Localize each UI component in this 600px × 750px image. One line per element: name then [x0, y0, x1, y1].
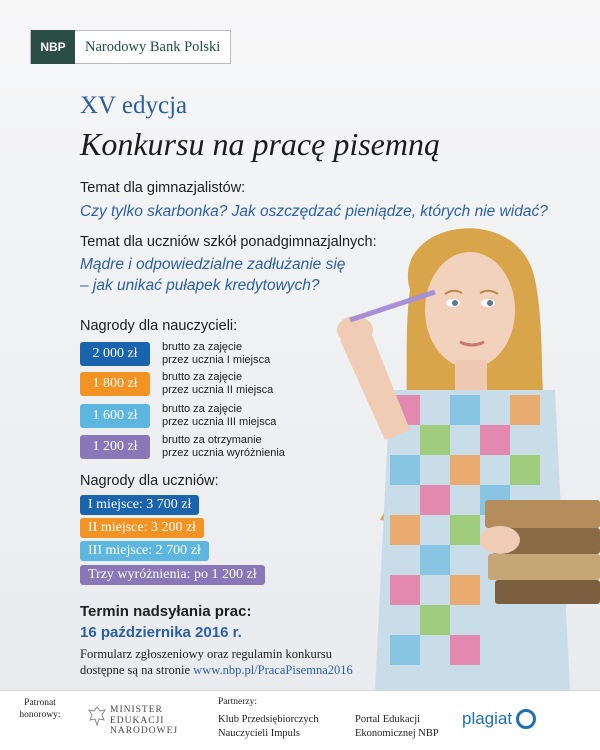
gimnazjum-topic: Czy tylko skarbonka? Jak oszczędzać pieniądze, których nie widać?	[80, 203, 548, 220]
teacher-prizes-label: Nagrody dla nauczycieli:	[80, 318, 238, 334]
contest-url-link[interactable]: www.nbp.pl/PracaPisemna2016	[193, 663, 353, 677]
student-prizes-label: Nagrody dla uczniów:	[80, 473, 219, 489]
student-prize-badge: Trzy wyróżnienia: po 1 200 zł	[80, 565, 265, 585]
teacher-prize-desc-line1: brutto za zajęcie	[162, 403, 243, 415]
teacher-prize-desc-line2: przez ucznia I miejsca	[162, 354, 271, 366]
student-prize-badge: I miejsce: 3 700 zł	[80, 495, 199, 515]
ponadgim-topic-line1: Mądre i odpowiedzialne zadłużanie się	[80, 256, 346, 273]
patronat-line1: Patronat	[24, 698, 56, 708]
form-note-line2	[80, 662, 353, 678]
form-note	[80, 646, 353, 678]
ministry-line3: NARODOWEJ	[110, 726, 179, 736]
teacher-prize-desc-line1: brutto za zajęcie	[162, 341, 243, 353]
plagiat-logo	[462, 709, 536, 729]
footer	[0, 690, 600, 750]
polish-eagle-icon	[88, 705, 106, 727]
partner-klub-line1: Klub Przedsiębiorczych	[218, 714, 319, 725]
teacher-prize-row	[80, 403, 362, 429]
partner-portal-line2: Ekonomicznej NBP	[355, 728, 439, 739]
partner-portal	[355, 713, 439, 741]
patronat-label	[16, 697, 64, 721]
teacher-prize-desc-line1: brutto za zajęcie	[162, 371, 243, 383]
partners-label: Partnerzy:	[218, 697, 258, 707]
teacher-prize-desc	[162, 403, 362, 429]
plagiat-logo-icon	[516, 709, 536, 729]
teacher-prize-desc-line2: przez ucznia II miejsca	[162, 384, 274, 396]
partner-klub	[218, 713, 319, 741]
teacher-prize-amount: 1 200 zł	[80, 435, 150, 459]
student-prize-badge: II miejsce: 3 200 zł	[80, 518, 204, 538]
ministry-logo-text	[110, 705, 178, 737]
nbp-logo-name: Narodowy Bank Polski	[85, 38, 221, 55]
deadline-label: Termin nadsyłania prac:	[80, 603, 252, 620]
partner-portal-line1: Portal Edukacji	[355, 714, 421, 725]
page-title: Konkursu na pracę pisemną	[80, 126, 440, 162]
ponadgim-label: Temat dla uczniów szkół ponadgimnazjalnych:	[80, 234, 377, 250]
teacher-prize-desc	[162, 371, 362, 397]
teacher-prize-desc	[162, 434, 362, 460]
partner-klub-line2: Nauczycieli Impuls	[218, 728, 300, 739]
student-prize-badge: III miejsce: 2 700 zł	[80, 541, 209, 561]
form-note-prefix: dostępne są na stronie	[80, 663, 191, 677]
teacher-prize-row	[80, 371, 362, 397]
teacher-prize-amount: 1 600 zł	[80, 404, 150, 428]
teacher-prize-desc	[162, 341, 362, 367]
teacher-prize-amount: 2 000 zł	[80, 342, 150, 366]
plagiat-logo-text: plagiat	[462, 709, 513, 728]
ponadgim-topic-line2: – jak unikać pułapek kredytowych?	[80, 277, 320, 294]
nbp-logo	[30, 30, 231, 64]
teacher-prize-desc-line2: przez ucznia wyróżnienia	[162, 447, 285, 459]
teacher-prize-desc-line2: przez ucznia III miejsca	[162, 416, 277, 428]
patronat-line2: honorowy:	[19, 710, 61, 720]
form-note-line1: Formularz zgłoszeniowy oraz regulamin konkursu	[80, 647, 333, 661]
edition-label: XV edycja	[80, 92, 188, 119]
ministry-line2: EDUKACJI	[110, 715, 165, 726]
teacher-prize-desc-line1: brutto za otrzymanie	[162, 434, 262, 446]
ministry-line1: MINISTER	[110, 705, 163, 715]
teacher-prize-row	[80, 341, 362, 367]
gimnazjum-label: Temat dla gimnazjalistów:	[80, 180, 246, 196]
teacher-prize-amount: 1 800 zł	[80, 372, 150, 396]
deadline-date: 16 października 2016 r.	[80, 624, 242, 641]
nbp-logo-mark: NBP	[31, 30, 75, 64]
teacher-prize-row	[80, 434, 362, 460]
